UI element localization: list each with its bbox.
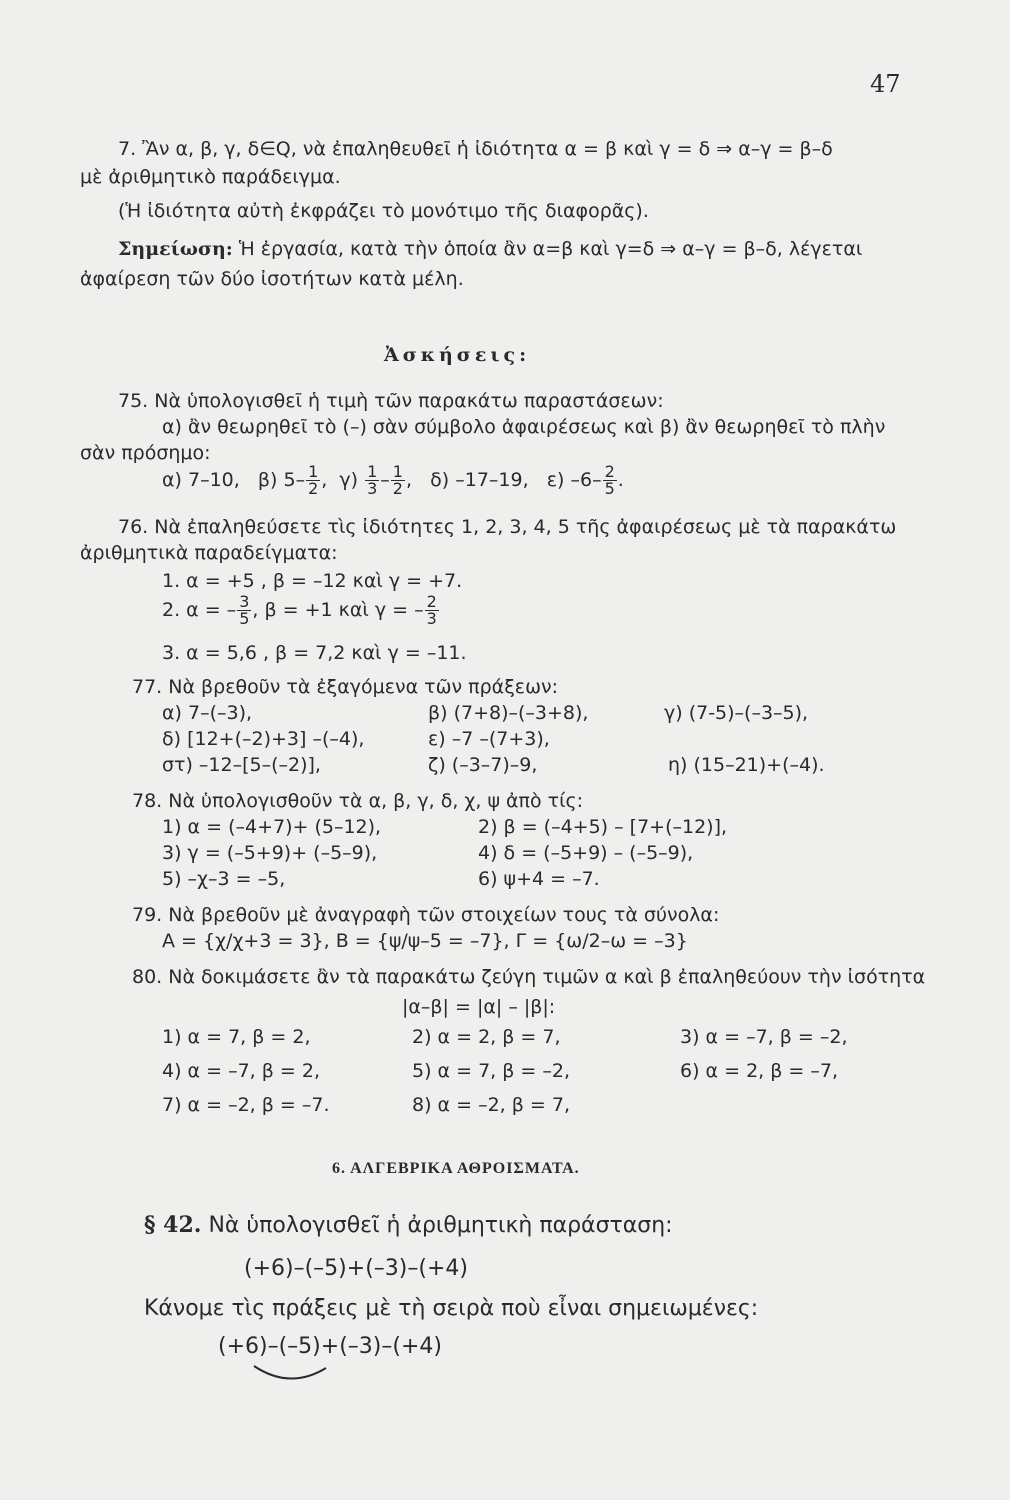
paragraph-42-text: Νὰ ὑπολογισθεῖ ἡ ἀριθμητικὴ παράσταση: [201, 1213, 673, 1238]
section-title: 6. ΑΛΓΕΒΡΙΚΑ ΑΘΡΟΙΣΜΑΤΑ. [332, 1160, 580, 1177]
fraction-1-3: $\frac{1}{3}$ [367, 462, 378, 498]
ex-78-title: 78. Νὰ ὑπολογισθοῦν τὰ α, β, γ, δ, χ, ψ ἀπὸ τίς: [132, 790, 584, 812]
ex-77-st: στ) –12–[5–(–2)], [162, 754, 321, 776]
ex-80-6: 6) α = 2, β = –7, [680, 1060, 838, 1082]
ex-78-5: 5) –χ–3 = –5, [162, 868, 286, 890]
paragraph-42-number: § 42. [144, 1212, 202, 1238]
ex-77-a: α) 7–(–3), [162, 702, 253, 724]
ex-80-2: 2) α = 2, β = 7, [412, 1026, 561, 1048]
item-7-line-2: μὲ ἀριθμητικὸ παράδειγμα. [80, 166, 341, 188]
ex-75-b: β) 5– [257, 469, 306, 491]
ex-76-case-3: 3. α = 5,6 , β = 7,2 καὶ γ = –11. [162, 642, 467, 664]
ex-80-title: 80. Νὰ δοκιμάσετε ἂν τὰ παρακάτω ζεύγη τιμῶν α καὶ β ἐπαληθεύουν τὴν ἰσότητα [132, 966, 926, 988]
ex-78-2: 2) β = (–4+5) – [7+(–12)], [478, 816, 728, 838]
ex-76-case-2: 2. α = – $\frac{3}{5}$ , β = +1 καὶ γ = – $\frac{2}{3}$ [162, 592, 437, 628]
page-number: 47 [870, 70, 901, 98]
ex-75-g: γ) [339, 469, 359, 491]
ex-77-h: η) (15–21)+(–4). [668, 754, 825, 776]
ex-77-g: γ) (7-5)–(–3–5), [664, 702, 809, 724]
ex-76-line-2: ἀριθμητικὰ παραδείγματα: [80, 542, 338, 564]
ex-75-line-3: σὰν πρόσημο: [80, 442, 211, 464]
ex-77-e: ε) –7 –(7+3), [428, 728, 550, 750]
paragraph-42-instruction: Κάνομε τὶς πράξεις μὲ τὴ σειρὰ ποὺ εἶναι σημειωμένες: [144, 1296, 759, 1321]
ex-78-1: 1) α = (–4+7)+ (5–12), [162, 816, 382, 838]
ex-76-line-1: 76. Νὰ ἐπαληθεύσετε τὶς ἰδιότητες 1, 2, 3, 4, 5 τῆς ἀφαιρέσεως μὲ τὰ παρακάτω [118, 516, 897, 538]
ex-79-sets: Α = {χ/χ+3 = 3}, Β = {ψ/ψ–5 = –7}, Γ = {ω/2–ω = –3} [162, 930, 688, 952]
ex-75-a: α) 7–10, [162, 469, 240, 491]
ex-77-title: 77. Νὰ βρεθοῦν τὰ ἐξαγόμενα τῶν πράξεων: [132, 676, 558, 698]
exercises-heading: Ἀσκήσεις: [384, 344, 531, 366]
item-7-line-1: 7. Ἂν α, β, γ, δ∈Q, νὰ ἐπαληθευθεῖ ἡ ἰδιότητα α = β καὶ γ = δ ⇒ α–γ = β–δ [118, 138, 833, 160]
ex-75-e: ε) –6– [546, 469, 602, 491]
fraction-2-3: $\frac{2}{3}$ [426, 592, 437, 628]
ex-80-7: 7) α = –2, β = –7. [162, 1094, 330, 1116]
ex-80-3: 3) α = –7, β = –2, [680, 1026, 848, 1048]
item-7-note: (Ἡ ἰδιότητα αὐτὴ ἐκφράζει τὸ μονότιμο τῆς διαφορᾶς). [118, 200, 649, 222]
ex-80-5: 5) α = 7, β = –2, [412, 1060, 570, 1082]
ex-75-line-2: α) ἂν θεωρηθεῖ τὸ (–) σὰν σύμβολο ἀφαιρέσεως καὶ β) ἂν θεωρηθεῖ τὸ πλὴν [162, 416, 886, 438]
fraction-1-2b: $\frac{1}{2}$ [392, 462, 403, 498]
ex-80-8: 8) α = –2, β = 7, [412, 1094, 570, 1116]
ex-80-4: 4) α = –7, β = 2, [162, 1060, 320, 1082]
note-text: Ἡ ἐργασία, κατὰ τὴν ὁποία ἂν α=β καὶ γ=δ ⇒ α–γ = β–δ, λέγεται [232, 238, 863, 260]
underbrace-mark [250, 1362, 330, 1388]
fraction-2-5: $\frac{2}{5}$ [604, 462, 615, 498]
expression-2: (+6)–(–5)+(–3)–(+4) [218, 1334, 442, 1359]
ex-78-6: 6) ψ+4 = –7. [478, 868, 600, 890]
ex-75-line-1: 75. Νὰ ὑπολογισθεῖ ἡ τιμὴ τῶν παρακάτω παραστάσεων: [118, 390, 664, 412]
ex-75-d: δ) –17–19, [430, 469, 529, 491]
ex-78-4: 4) δ = (–5+9) – (–5–9), [478, 842, 694, 864]
note-label: Σημείωση: [118, 238, 233, 260]
fraction-3-5: $\frac{3}{5}$ [239, 592, 250, 628]
ex-78-3: 3) γ = (–5+9)+ (–5–9), [162, 842, 378, 864]
ex-75-items: α) 7–10, β) 5– $\frac{1}{2}$ , γ) $\frac{1}{3}$ – $\frac{1}{2}$ , δ) –17–19, ε) –6– $\frac{2}{5}$ . [162, 462, 624, 498]
ex-80-equation: |α–β| = |α| – |β|: [402, 996, 556, 1018]
ex-80-1: 1) α = 7, β = 2, [162, 1026, 311, 1048]
note-line-1 [118, 238, 862, 260]
ex-77-z: ζ) (–3–7)–9, [428, 754, 538, 776]
ex-77-d: δ) [12+(–2)+3] –(–4), [162, 728, 365, 750]
ex-79-title: 79. Νὰ βρεθοῦν μὲ ἀναγραφὴ τῶν στοιχείων τους τὰ σύνολα: [132, 904, 720, 926]
paragraph-42 [144, 1212, 673, 1238]
fraction-1-2: $\frac{1}{2}$ [308, 462, 319, 498]
note-line-2: ἀφαίρεση τῶν δύο ἰσοτήτων κατὰ μέλη. [80, 268, 464, 290]
ex-77-b: β) (7+8)–(–3+8), [428, 702, 589, 724]
ex-76-case-1: 1. α = +5 , β = –12 καὶ γ = +7. [162, 570, 463, 592]
expression-1: (+6)–(–5)+(–3)–(+4) [244, 1256, 468, 1281]
